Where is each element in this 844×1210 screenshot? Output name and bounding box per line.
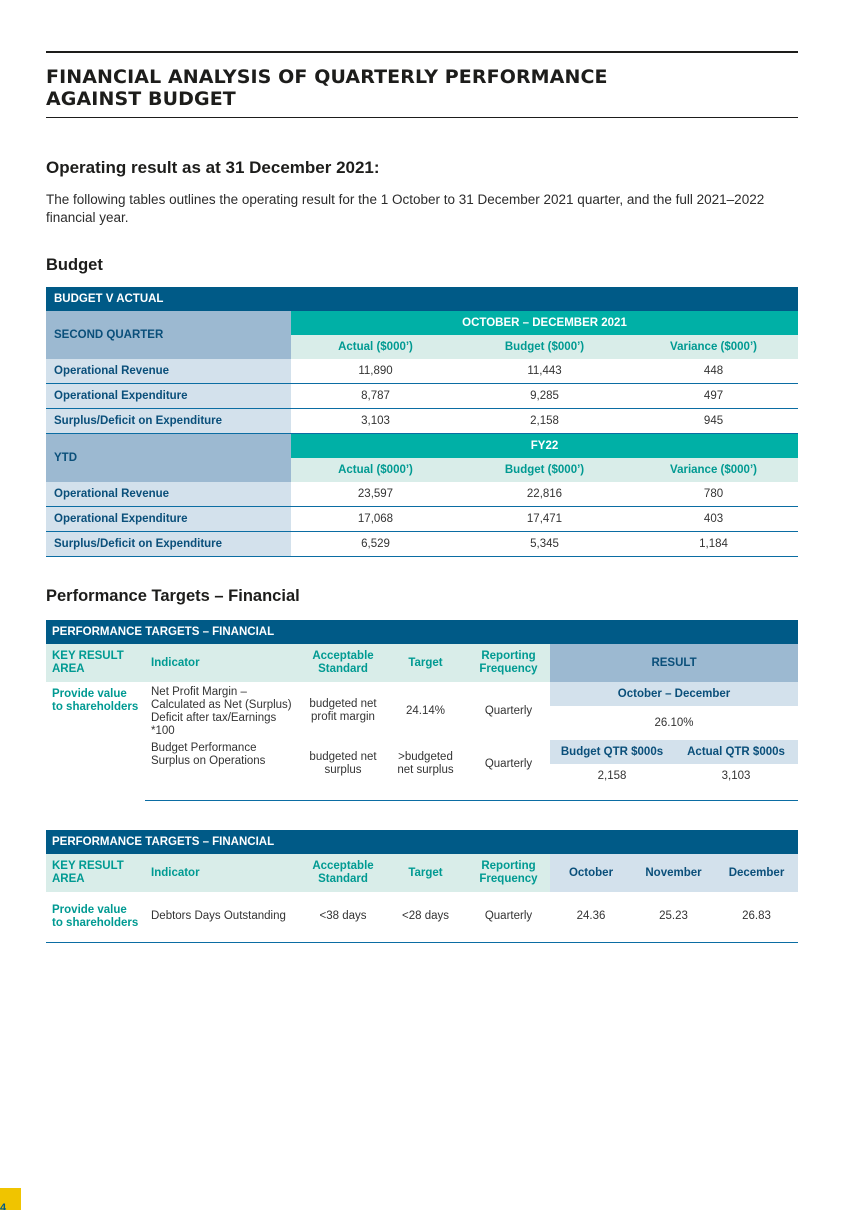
cell-budget: 11,443	[460, 359, 629, 384]
quarter-period: OCTOBER – DECEMBER 2021	[291, 311, 798, 335]
indicator-net-profit: Net Profit Margin – Calculated as Net (Surplus) Deficit after tax/Earnings *100	[151, 686, 292, 737]
target-budget-performance: >budgeted net surplus	[397, 751, 454, 776]
result-value: 26.10%	[654, 717, 694, 729]
col-target: Target	[384, 644, 467, 682]
cell-budget: 17,471	[460, 507, 629, 532]
col-result: RESULT	[550, 644, 798, 682]
operating-heading: Operating result as at 31 December 2021:	[46, 158, 380, 177]
november-value: 25.23	[632, 892, 715, 942]
target-debtors: <28 days	[384, 892, 467, 942]
col-actual: Actual ($000’)	[291, 458, 460, 482]
performance-table-title: PERFORMANCE TARGETS – FINANCIAL	[46, 620, 798, 644]
standard-debtors: <38 days	[302, 892, 384, 942]
result-period: October – December	[550, 682, 798, 706]
row-label: Surplus/Deficit on Expenditure	[46, 532, 291, 557]
december-value: 26.83	[715, 892, 798, 942]
cell-budget: 9,285	[460, 384, 629, 409]
table-row	[46, 482, 798, 507]
col-budget: Budget ($000’)	[460, 335, 629, 359]
col-standard: Acceptable Standard	[302, 854, 384, 892]
october-value: 24.36	[550, 892, 632, 942]
performance-heading: Performance Targets – Financial	[46, 587, 300, 605]
indicator-budget-performance: Budget Performance Surplus on Operations	[151, 742, 266, 767]
page-number: 4	[0, 1188, 21, 1210]
col-actual: Actual ($000’)	[291, 335, 460, 359]
table-row	[46, 409, 798, 434]
col-variance: Variance ($000’)	[629, 335, 798, 359]
frequency-net-profit: Quarterly	[484, 704, 533, 717]
cell-variance: 780	[629, 482, 798, 507]
col-december: December	[715, 854, 798, 892]
standard-net-profit: budgeted net profit margin	[309, 698, 377, 723]
cell-variance: 945	[629, 409, 798, 434]
col-indicator: Indicator	[145, 854, 302, 892]
cell-actual: 3,103	[291, 409, 460, 434]
performance-table	[46, 620, 798, 801]
col-kra: KEY RESULT AREA	[46, 644, 145, 682]
cell-variance: 403	[629, 507, 798, 532]
row-label: Operational Expenditure	[46, 384, 291, 409]
frequency-budget-performance: Quarterly	[484, 757, 533, 770]
cell-budget: 22,816	[460, 482, 629, 507]
table-row	[46, 532, 798, 557]
col-budget: Budget ($000’)	[460, 458, 629, 482]
top-rule	[46, 51, 798, 53]
ytd-label: YTD	[46, 434, 291, 483]
page	[46, 51, 798, 943]
second-quarter-label: SECOND QUARTER	[46, 311, 291, 359]
title-rule	[46, 117, 798, 118]
cell-budget: 5,345	[460, 532, 629, 557]
cell-actual: 8,787	[291, 384, 460, 409]
budget-qtr-label: Budget QTR $000s	[550, 740, 674, 764]
cell-actual: 17,068	[291, 507, 460, 532]
frequency-debtors: Quarterly	[467, 892, 550, 942]
row-label: Operational Revenue	[46, 359, 291, 384]
debtors-table	[46, 830, 798, 943]
title-line-2: AGAINST BUDGET	[46, 88, 236, 110]
indicator-debtors: Debtors Days Outstanding	[145, 892, 302, 942]
budget-qtr-value: 2,158	[597, 770, 627, 782]
standard-budget-performance: budgeted net surplus	[309, 751, 377, 776]
table-row	[46, 507, 798, 532]
page-title	[46, 66, 798, 110]
cell-variance: 1,184	[629, 532, 798, 557]
actual-qtr-label: Actual QTR $000s	[674, 740, 798, 764]
row-label: Operational Expenditure	[46, 507, 291, 532]
table-row	[46, 359, 798, 384]
col-variance: Variance ($000’)	[629, 458, 798, 482]
cell-variance: 497	[629, 384, 798, 409]
table-row	[46, 384, 798, 409]
col-frequency: Reporting Frequency	[467, 644, 550, 682]
actual-qtr-value: 3,103	[721, 770, 751, 782]
col-frequency: Reporting Frequency	[467, 854, 550, 892]
row-label: Surplus/Deficit on Expenditure	[46, 409, 291, 434]
cell-actual: 6,529	[291, 532, 460, 557]
col-october: October	[550, 854, 632, 892]
budget-table	[46, 287, 798, 557]
debtors-table-title: PERFORMANCE TARGETS – FINANCIAL	[46, 830, 798, 854]
key-result-area: Provide value to shareholders	[52, 688, 139, 713]
target-net-profit: 24.14%	[405, 704, 445, 717]
cell-actual: 23,597	[291, 482, 460, 507]
row-label: Operational Revenue	[46, 482, 291, 507]
title-line-1: FINANCIAL ANALYSIS OF QUARTERLY PERFORMANCE	[46, 66, 608, 88]
cell-budget: 2,158	[460, 409, 629, 434]
operating-intro: The following tables outlines the operating result for the 1 October to 31 December 2021 quarter, and the full 2021–2022 financial year.	[46, 192, 765, 225]
budget-table-title: BUDGET V ACTUAL	[46, 287, 798, 311]
col-november: November	[632, 854, 715, 892]
col-standard: Acceptable Standard	[302, 644, 384, 682]
cell-variance: 448	[629, 359, 798, 384]
ytd-period: FY22	[291, 434, 798, 459]
cell-actual: 11,890	[291, 359, 460, 384]
key-result-area: Provide value to shareholders	[46, 892, 145, 942]
col-indicator: Indicator	[145, 644, 302, 682]
col-target: Target	[384, 854, 467, 892]
budget-heading: Budget	[46, 256, 103, 274]
col-kra: KEY RESULT AREA	[46, 854, 145, 892]
